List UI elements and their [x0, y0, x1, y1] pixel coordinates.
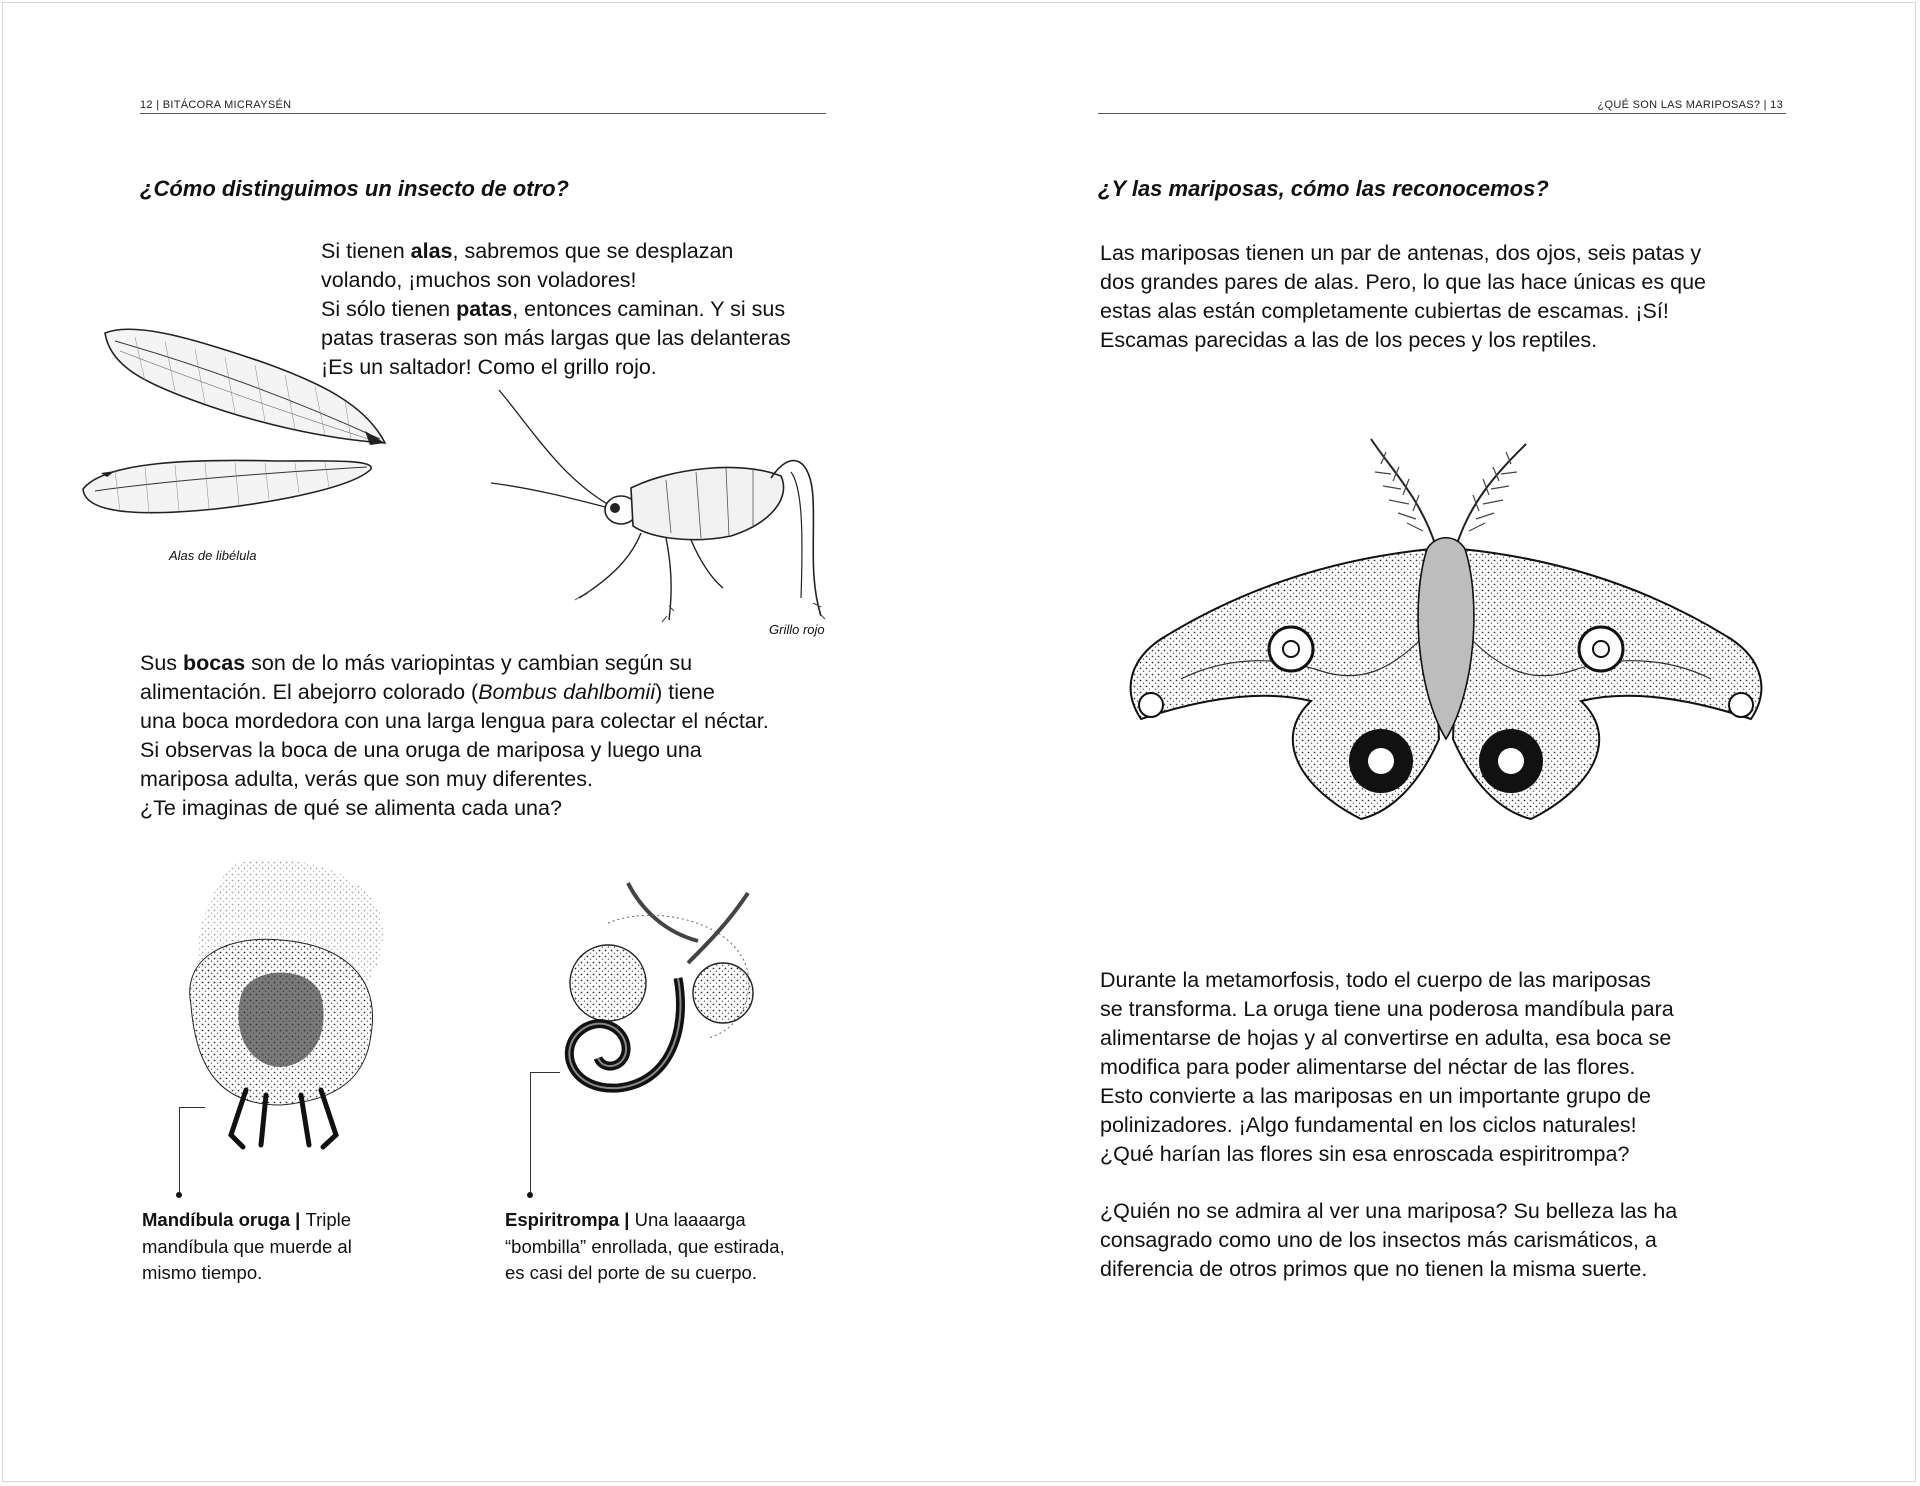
proboscis-leader-dot: [527, 1192, 533, 1198]
right-chapter-title: ¿QUÉ SON LAS MARIPOSAS?: [1597, 99, 1761, 111]
right-header-rule: [1098, 113, 1786, 114]
metamorphosis-paragraph: Durante la metamorfosis, todo el cuerpo de las mariposas se transforma. La oruga tiene una poderosa mandíbula para alimentarse de hojas y al convertirse en adulta, esa boca se modifica para poder alimentarse del néctar de las flores. Esto convierte a las mariposas en un importante grupo de polinizadores. ¡Algo fundamental en los ciclos naturales! ¿Qué harían las flores sin esa enroscada espiritrompa?: [1100, 968, 1674, 1166]
right-page-number: 13: [1770, 99, 1783, 111]
red-cricket-illustration: [491, 388, 851, 628]
left-running-header: 12 | BITÁCORA MICRAYSÉN: [140, 99, 292, 111]
butterfly-intro-paragraph: Las mariposas tienen un par de antenas, dos ojos, seis patas y dos grandes pares de alas. Pero, lo que las hace únicas es que estas alas están completamente cubiertas de escamas. ¡Sí! Escamas parecidas a las de los peces y los reptiles.: [1100, 241, 1706, 352]
mandible-leader-dot: [176, 1192, 182, 1198]
caterpillar-mandible-illustration: [171, 855, 391, 1165]
left-book-title: BITÁCORA MICRAYSÉN: [162, 99, 292, 111]
proboscis-note: Espiritrompa | Una laaaarga “bombilla” enrollada, que estirada, es casi del porte de su cuerpo.: [505, 1209, 785, 1283]
red-cricket-caption: Grillo rojo: [769, 622, 825, 637]
right-running-header: ¿QUÉ SON LAS MARIPOSAS? | 13: [1597, 99, 1783, 111]
left-page-heading: ¿Cómo distinguimos un insecto de otro?: [140, 176, 569, 201]
mouths-paragraph: Sus bocas son de lo más variopintas y cambian según su alimentación. El abejorro colorado (Bombus dahlbomii) tiene una boca mordedora con una larga lengua para colectar el néctar. Si observas la boca de una oruga de mariposa y luego una mariposa adulta, verás que son muy diferentes. ¿Te imaginas de qué se alimenta cada una?: [140, 651, 769, 820]
wings-legs-paragraph: Si tienen alas, sabremos que se desplazan volando, ¡muchos son voladores! Si sólo tienen patas, entonces caminan. Y si sus patas traseras son más largas que las delanteras ¡Es un saltador! Como el grillo rojo.: [321, 239, 791, 379]
left-page-number: 12: [140, 99, 153, 111]
mandible-leader-line: [179, 1107, 180, 1194]
closing-paragraph: ¿Quién no se admira al ver una mariposa? Su belleza las ha consagrado como uno de los insectos más carismáticos, a diferencia de otros primos que no tienen la misma suerte.: [1100, 1199, 1678, 1281]
mandible-note: Mandíbula oruga | Triple mandíbula que muerde al mismo tiempo.: [142, 1209, 352, 1283]
moth-illustration: [1121, 439, 1771, 829]
proboscis-illustration: [508, 883, 768, 1113]
right-page-heading: ¿Y las mariposas, cómo las reconocemos?: [1098, 176, 1549, 201]
dragonfly-wings-illustration: [75, 321, 395, 551]
left-header-rule: [140, 113, 826, 114]
proboscis-leader-line: [530, 1072, 531, 1194]
dragonfly-wings-caption: Alas de libélula: [169, 548, 257, 563]
book-spread: [2, 2, 1916, 1482]
